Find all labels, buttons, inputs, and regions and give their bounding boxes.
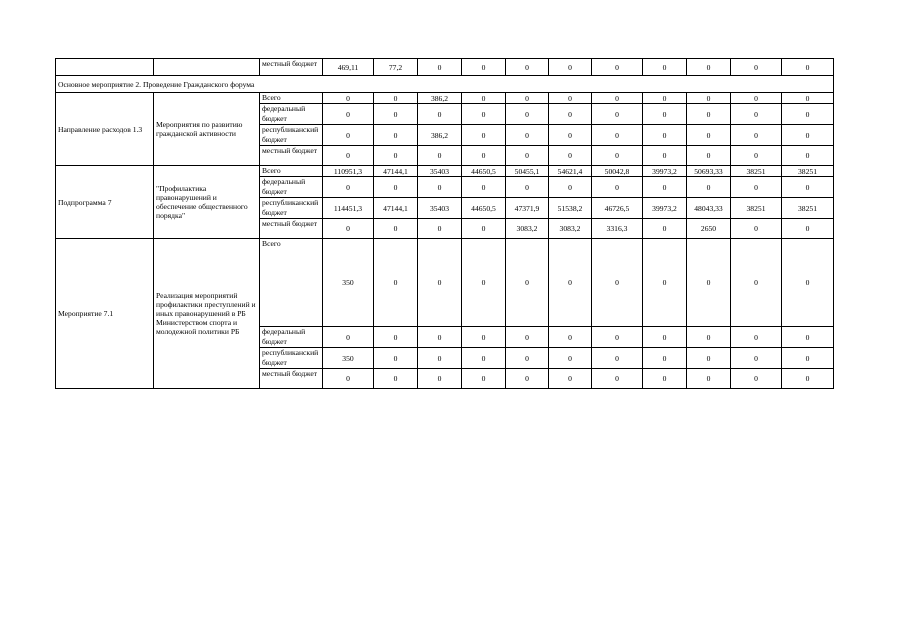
source-federal: федеральный бюджет (260, 104, 323, 125)
act71-local-col-10: 0 (731, 369, 782, 389)
dir13-local-col-1: 0 (323, 146, 374, 166)
dir13-federal-col-11: 0 (782, 104, 834, 125)
dir13-republic-col-2: 0 (374, 125, 418, 146)
sub7-total-col-5: 50455,1 (506, 166, 549, 177)
act71-local-col-1: 0 (323, 369, 374, 389)
sub7-local-col-6: 3083,2 (549, 219, 592, 239)
act71-republic-col-6: 0 (549, 348, 592, 369)
row0-col-6: 0 (549, 59, 592, 76)
act71-total-col-4: 0 (462, 239, 506, 327)
dir13-federal-col-4: 0 (462, 104, 506, 125)
sub7-republic-col-2: 47144,1 (374, 198, 418, 219)
act71-total-col-3: 0 (418, 239, 462, 327)
act71-total-col-5: 0 (506, 239, 549, 327)
act71-local-col-3: 0 (418, 369, 462, 389)
sub7-republic-col-9: 48043,33 (687, 198, 731, 219)
dir13-total-col-7: 0 (592, 93, 643, 104)
dir13-local-col-2: 0 (374, 146, 418, 166)
sub7-federal-col-4: 0 (462, 177, 506, 198)
act71-federal-col-3: 0 (418, 327, 462, 348)
dir13-republic-col-3: 386,2 (418, 125, 462, 146)
sub7-republic-col-1: 114451,3 (323, 198, 374, 219)
act71-federal-col-10: 0 (731, 327, 782, 348)
act71-federal-col-6: 0 (549, 327, 592, 348)
act71-republic-col-10: 0 (731, 348, 782, 369)
dir13-federal-col-2: 0 (374, 104, 418, 125)
dir13-total-col-9: 0 (687, 93, 731, 104)
sub7-federal-col-10: 0 (731, 177, 782, 198)
dir13-local-col-8: 0 (643, 146, 687, 166)
dir13-federal-col-6: 0 (549, 104, 592, 125)
act71-local-col-2: 0 (374, 369, 418, 389)
row0-col-7: 0 (592, 59, 643, 76)
sub7-total-col-11: 38251 (782, 166, 834, 177)
source-local: местный бюджет (260, 59, 323, 76)
sub7-total-col-6: 54621,4 (549, 166, 592, 177)
dir13-federal-col-9: 0 (687, 104, 731, 125)
row0-col-9: 0 (687, 59, 731, 76)
sub7-total-col-2: 47144,1 (374, 166, 418, 177)
row0-col-5: 0 (506, 59, 549, 76)
dir13-republic-col-6: 0 (549, 125, 592, 146)
act71-total-col-11: 0 (782, 239, 834, 327)
dir13-description: Мероприятия по развитию гражданской активности (154, 93, 260, 166)
act71-local-col-9: 0 (687, 369, 731, 389)
sub7-local-col-3: 0 (418, 219, 462, 239)
source-republic: республиканский бюджет (260, 125, 323, 146)
dir13-total-col-4: 0 (462, 93, 506, 104)
act71-republic-col-8: 0 (643, 348, 687, 369)
dir13-local-col-5: 0 (506, 146, 549, 166)
sub7-name: Подпрограмма 7 (56, 166, 154, 239)
source-local: местный бюджет (260, 219, 323, 239)
sub7-description: "Профилактика правонарушений и обеспечение общественного порядка" (154, 166, 260, 239)
act71-federal-col-4: 0 (462, 327, 506, 348)
act71-total-col-6: 0 (549, 239, 592, 327)
act71-federal-col-5: 0 (506, 327, 549, 348)
dir13-republic-col-9: 0 (687, 125, 731, 146)
dir13-total-col-1: 0 (323, 93, 374, 104)
source-federal: федеральный бюджет (260, 327, 323, 348)
dir13-local-col-7: 0 (592, 146, 643, 166)
dir13-republic-col-7: 0 (592, 125, 643, 146)
act71-total-col-9: 0 (687, 239, 731, 327)
dir13-local-col-9: 0 (687, 146, 731, 166)
table-row (56, 239, 834, 327)
dir13-total-col-10: 0 (731, 93, 782, 104)
sub7-total-col-8: 39973,2 (643, 166, 687, 177)
sub7-republic-col-10: 38251 (731, 198, 782, 219)
sub7-local-col-11: 0 (782, 219, 834, 239)
sub7-republic-col-11: 38251 (782, 198, 834, 219)
act71-federal-col-8: 0 (643, 327, 687, 348)
sub7-federal-col-9: 0 (687, 177, 731, 198)
sub7-republic-col-6: 51538,2 (549, 198, 592, 219)
sub7-total-col-1: 110951,3 (323, 166, 374, 177)
dir13-republic-col-4: 0 (462, 125, 506, 146)
sub7-federal-col-5: 0 (506, 177, 549, 198)
act71-total-col-2: 0 (374, 239, 418, 327)
table-row (56, 166, 834, 177)
act71-local-col-6: 0 (549, 369, 592, 389)
sub7-local-col-9: 2650 (687, 219, 731, 239)
dir13-total-col-3: 386,2 (418, 93, 462, 104)
act71-total-col-1: 350 (323, 239, 374, 327)
empty-cell (56, 59, 154, 76)
dir13-total-col-6: 0 (549, 93, 592, 104)
act71-federal-col-2: 0 (374, 327, 418, 348)
sub7-federal-col-6: 0 (549, 177, 592, 198)
dir13-local-col-4: 0 (462, 146, 506, 166)
section-title: Основное мероприятие 2. Проведение Гражданского форума (56, 76, 834, 93)
dir13-republic-col-5: 0 (506, 125, 549, 146)
act71-total-col-8: 0 (643, 239, 687, 327)
sub7-republic-col-5: 47371,9 (506, 198, 549, 219)
sub7-local-col-5: 3083,2 (506, 219, 549, 239)
dir13-federal-col-3: 0 (418, 104, 462, 125)
row0-col-11: 0 (782, 59, 834, 76)
act71-federal-col-11: 0 (782, 327, 834, 348)
act71-republic-col-11: 0 (782, 348, 834, 369)
source-local: местный бюджет (260, 146, 323, 166)
row0-col-10: 0 (731, 59, 782, 76)
sub7-local-col-2: 0 (374, 219, 418, 239)
dir13-federal-col-1: 0 (323, 104, 374, 125)
dir13-total-col-5: 0 (506, 93, 549, 104)
act71-republic-col-2: 0 (374, 348, 418, 369)
row0-col-4: 0 (462, 59, 506, 76)
sub7-republic-col-8: 39973,2 (643, 198, 687, 219)
act71-federal-col-1: 0 (323, 327, 374, 348)
empty-cell (154, 59, 260, 76)
dir13-local-col-6: 0 (549, 146, 592, 166)
sub7-local-col-10: 0 (731, 219, 782, 239)
row0-col-1: 469,11 (323, 59, 374, 76)
sub7-total-col-9: 50693,33 (687, 166, 731, 177)
dir13-federal-col-5: 0 (506, 104, 549, 125)
source-republic: республиканский бюджет (260, 348, 323, 369)
act71-total-col-10: 0 (731, 239, 782, 327)
dir13-total-col-8: 0 (643, 93, 687, 104)
act71-name: Мероприятие 7.1 (56, 239, 154, 389)
dir13-total-col-2: 0 (374, 93, 418, 104)
sub7-local-col-8: 0 (643, 219, 687, 239)
act71-republic-col-5: 0 (506, 348, 549, 369)
dir13-federal-col-10: 0 (731, 104, 782, 125)
dir13-total-col-11: 0 (782, 93, 834, 104)
dir13-federal-col-8: 0 (643, 104, 687, 125)
dir13-republic-col-11: 0 (782, 125, 834, 146)
act71-federal-col-7: 0 (592, 327, 643, 348)
table-row (56, 59, 834, 76)
act71-local-col-11: 0 (782, 369, 834, 389)
dir13-name: Направление расходов 1.3 (56, 93, 154, 166)
act71-local-col-5: 0 (506, 369, 549, 389)
source-federal: федеральный бюджет (260, 177, 323, 198)
dir13-federal-col-7: 0 (592, 104, 643, 125)
act71-republic-col-1: 350 (323, 348, 374, 369)
act71-local-col-4: 0 (462, 369, 506, 389)
sub7-total-col-7: 50042,8 (592, 166, 643, 177)
act71-local-col-8: 0 (643, 369, 687, 389)
sub7-federal-col-3: 0 (418, 177, 462, 198)
source-republic: республиканский бюджет (260, 198, 323, 219)
sub7-local-col-4: 0 (462, 219, 506, 239)
act71-republic-col-7: 0 (592, 348, 643, 369)
act71-republic-col-3: 0 (418, 348, 462, 369)
act71-federal-col-9: 0 (687, 327, 731, 348)
dir13-local-col-11: 0 (782, 146, 834, 166)
row0-col-3: 0 (418, 59, 462, 76)
act71-republic-col-4: 0 (462, 348, 506, 369)
dir13-local-col-10: 0 (731, 146, 782, 166)
act71-total-col-7: 0 (592, 239, 643, 327)
act71-republic-col-9: 0 (687, 348, 731, 369)
row0-col-8: 0 (643, 59, 687, 76)
budget-table (55, 58, 834, 389)
dir13-local-col-3: 0 (418, 146, 462, 166)
sub7-total-col-4: 44650,5 (462, 166, 506, 177)
act71-local-col-7: 0 (592, 369, 643, 389)
act71-description: Реализация мероприятий профилактики преступлений и иных правонарушений в РБ Министерством спорта и молодежной политики РБ (154, 239, 260, 389)
section-row (56, 76, 834, 93)
dir13-republic-col-8: 0 (643, 125, 687, 146)
source-total: Всего (260, 239, 323, 327)
sub7-total-col-3: 35403 (418, 166, 462, 177)
source-total: Всего (260, 166, 323, 177)
sub7-federal-col-7: 0 (592, 177, 643, 198)
sub7-federal-col-2: 0 (374, 177, 418, 198)
sub7-federal-col-11: 0 (782, 177, 834, 198)
dir13-republic-col-1: 0 (323, 125, 374, 146)
sub7-local-col-1: 0 (323, 219, 374, 239)
table-row (56, 93, 834, 104)
sub7-republic-col-4: 44650,5 (462, 198, 506, 219)
source-local: местный бюджет (260, 369, 323, 389)
sub7-republic-col-7: 46726,5 (592, 198, 643, 219)
sub7-local-col-7: 3316,3 (592, 219, 643, 239)
sub7-total-col-10: 38251 (731, 166, 782, 177)
sub7-republic-col-3: 35403 (418, 198, 462, 219)
dir13-republic-col-10: 0 (731, 125, 782, 146)
row0-col-2: 77,2 (374, 59, 418, 76)
sub7-federal-col-8: 0 (643, 177, 687, 198)
sub7-federal-col-1: 0 (323, 177, 374, 198)
source-total: Всего (260, 93, 323, 104)
